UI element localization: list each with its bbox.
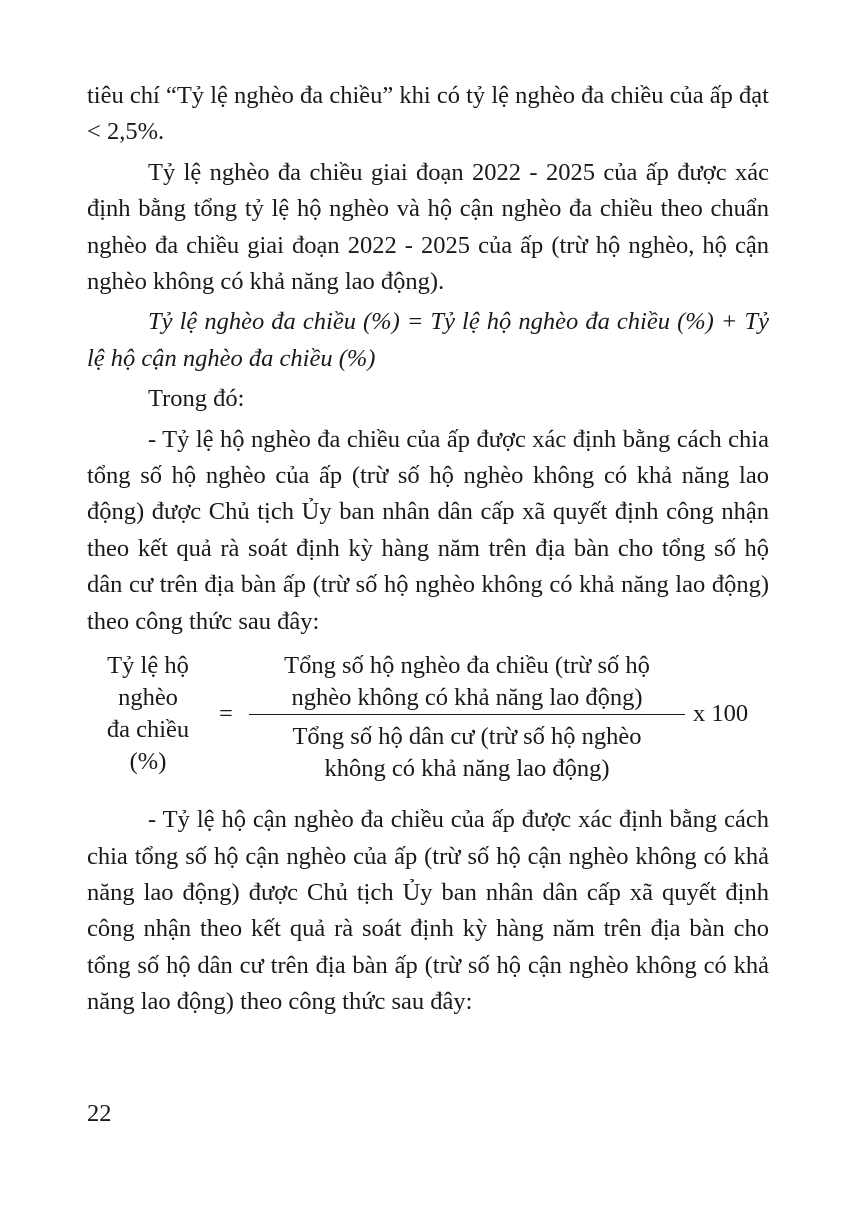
formula-left-line: Tỷ lệ hộ: [107, 652, 189, 680]
paragraph-formula-sum: Tỷ lệ nghèo đa chiều (%) = Tỷ lệ hộ nghèo đa chiều (%) + Tỷ lệ hộ cận nghèo đa chiều (%): [87, 308, 769, 372]
paragraph-where: Trong đó:: [148, 385, 245, 413]
formula-fraction-bar: [249, 714, 685, 715]
formula-left-side: [87, 650, 209, 778]
formula-denominator-line: không có khả năng lao động): [324, 755, 610, 783]
paragraph-criteria-continuation: tiêu chí “Tỷ lệ nghèo đa chiều” khi có tỷ lệ nghèo đa chiều của ấp đạt < 2,5%.: [87, 82, 769, 146]
paragraph-definition: Tỷ lệ nghèo đa chiều giai đoạn 2022 - 2025 của ấp được xác định bằng tổng tỷ lệ hộ nghèo và hộ cận nghèo đa chiều theo chuẩn nghèo đa chiều giai đoạn 2022 - 2025 của ấp (trừ hộ nghèo, hộ cận nghèo không có khả năng lao động).: [87, 158, 769, 296]
poverty-rate-formula: [87, 650, 769, 792]
paragraph-poor-rate: - Tỷ lệ hộ nghèo đa chiều của ấp được xác định bằng cách chia tổng số hộ nghèo của ấp (trừ số hộ nghèo không có khả năng lao động) được Chủ tịch Ủy ban nhân dân cấp xã quyết định công nhận theo kết quả rà soát định kỳ hàng năm trên địa bàn cho tổng số hộ dân cư trên địa bàn ấp (trừ số hộ nghèo không có khả năng lao động) theo công thức sau đây:: [87, 425, 769, 635]
page-body: [87, 78, 769, 1021]
formula-numerator: [249, 650, 685, 714]
paragraph-near-poor-rate: - Tỷ lệ hộ cận nghèo đa chiều của ấp được xác định bằng cách chia tổng số hộ cận nghèo của ấp (trừ số hộ cận nghèo không có khả năng lao động) được Chủ tịch Ủy ban nhân dân cấp xã quyết định công nhận theo kết quả rà soát định kỳ hàng năm trên địa bàn cho tổng số hộ dân cư trên địa bàn ấp (trừ số hộ cận nghèo không có khả năng lao động) theo công thức sau đây:: [87, 806, 769, 1016]
page-number: 22: [87, 1100, 112, 1127]
formula-equals-sign: =: [219, 700, 233, 728]
formula-left-line: nghèo: [118, 684, 178, 712]
formula-denominator-line: Tổng số hộ dân cư (trừ số hộ nghèo: [292, 723, 642, 751]
formula-left-line: (%): [129, 748, 167, 776]
formula-fraction: [249, 650, 685, 785]
formula-numerator-line: nghèo không có khả năng lao động): [291, 684, 643, 712]
formula-left-line: đa chiều: [106, 716, 190, 744]
formula-multiplier: x 100: [693, 700, 749, 728]
formula-numerator-line: Tổng số hộ nghèo đa chiều (trừ số hộ: [284, 652, 650, 680]
formula-denominator: [249, 721, 685, 785]
